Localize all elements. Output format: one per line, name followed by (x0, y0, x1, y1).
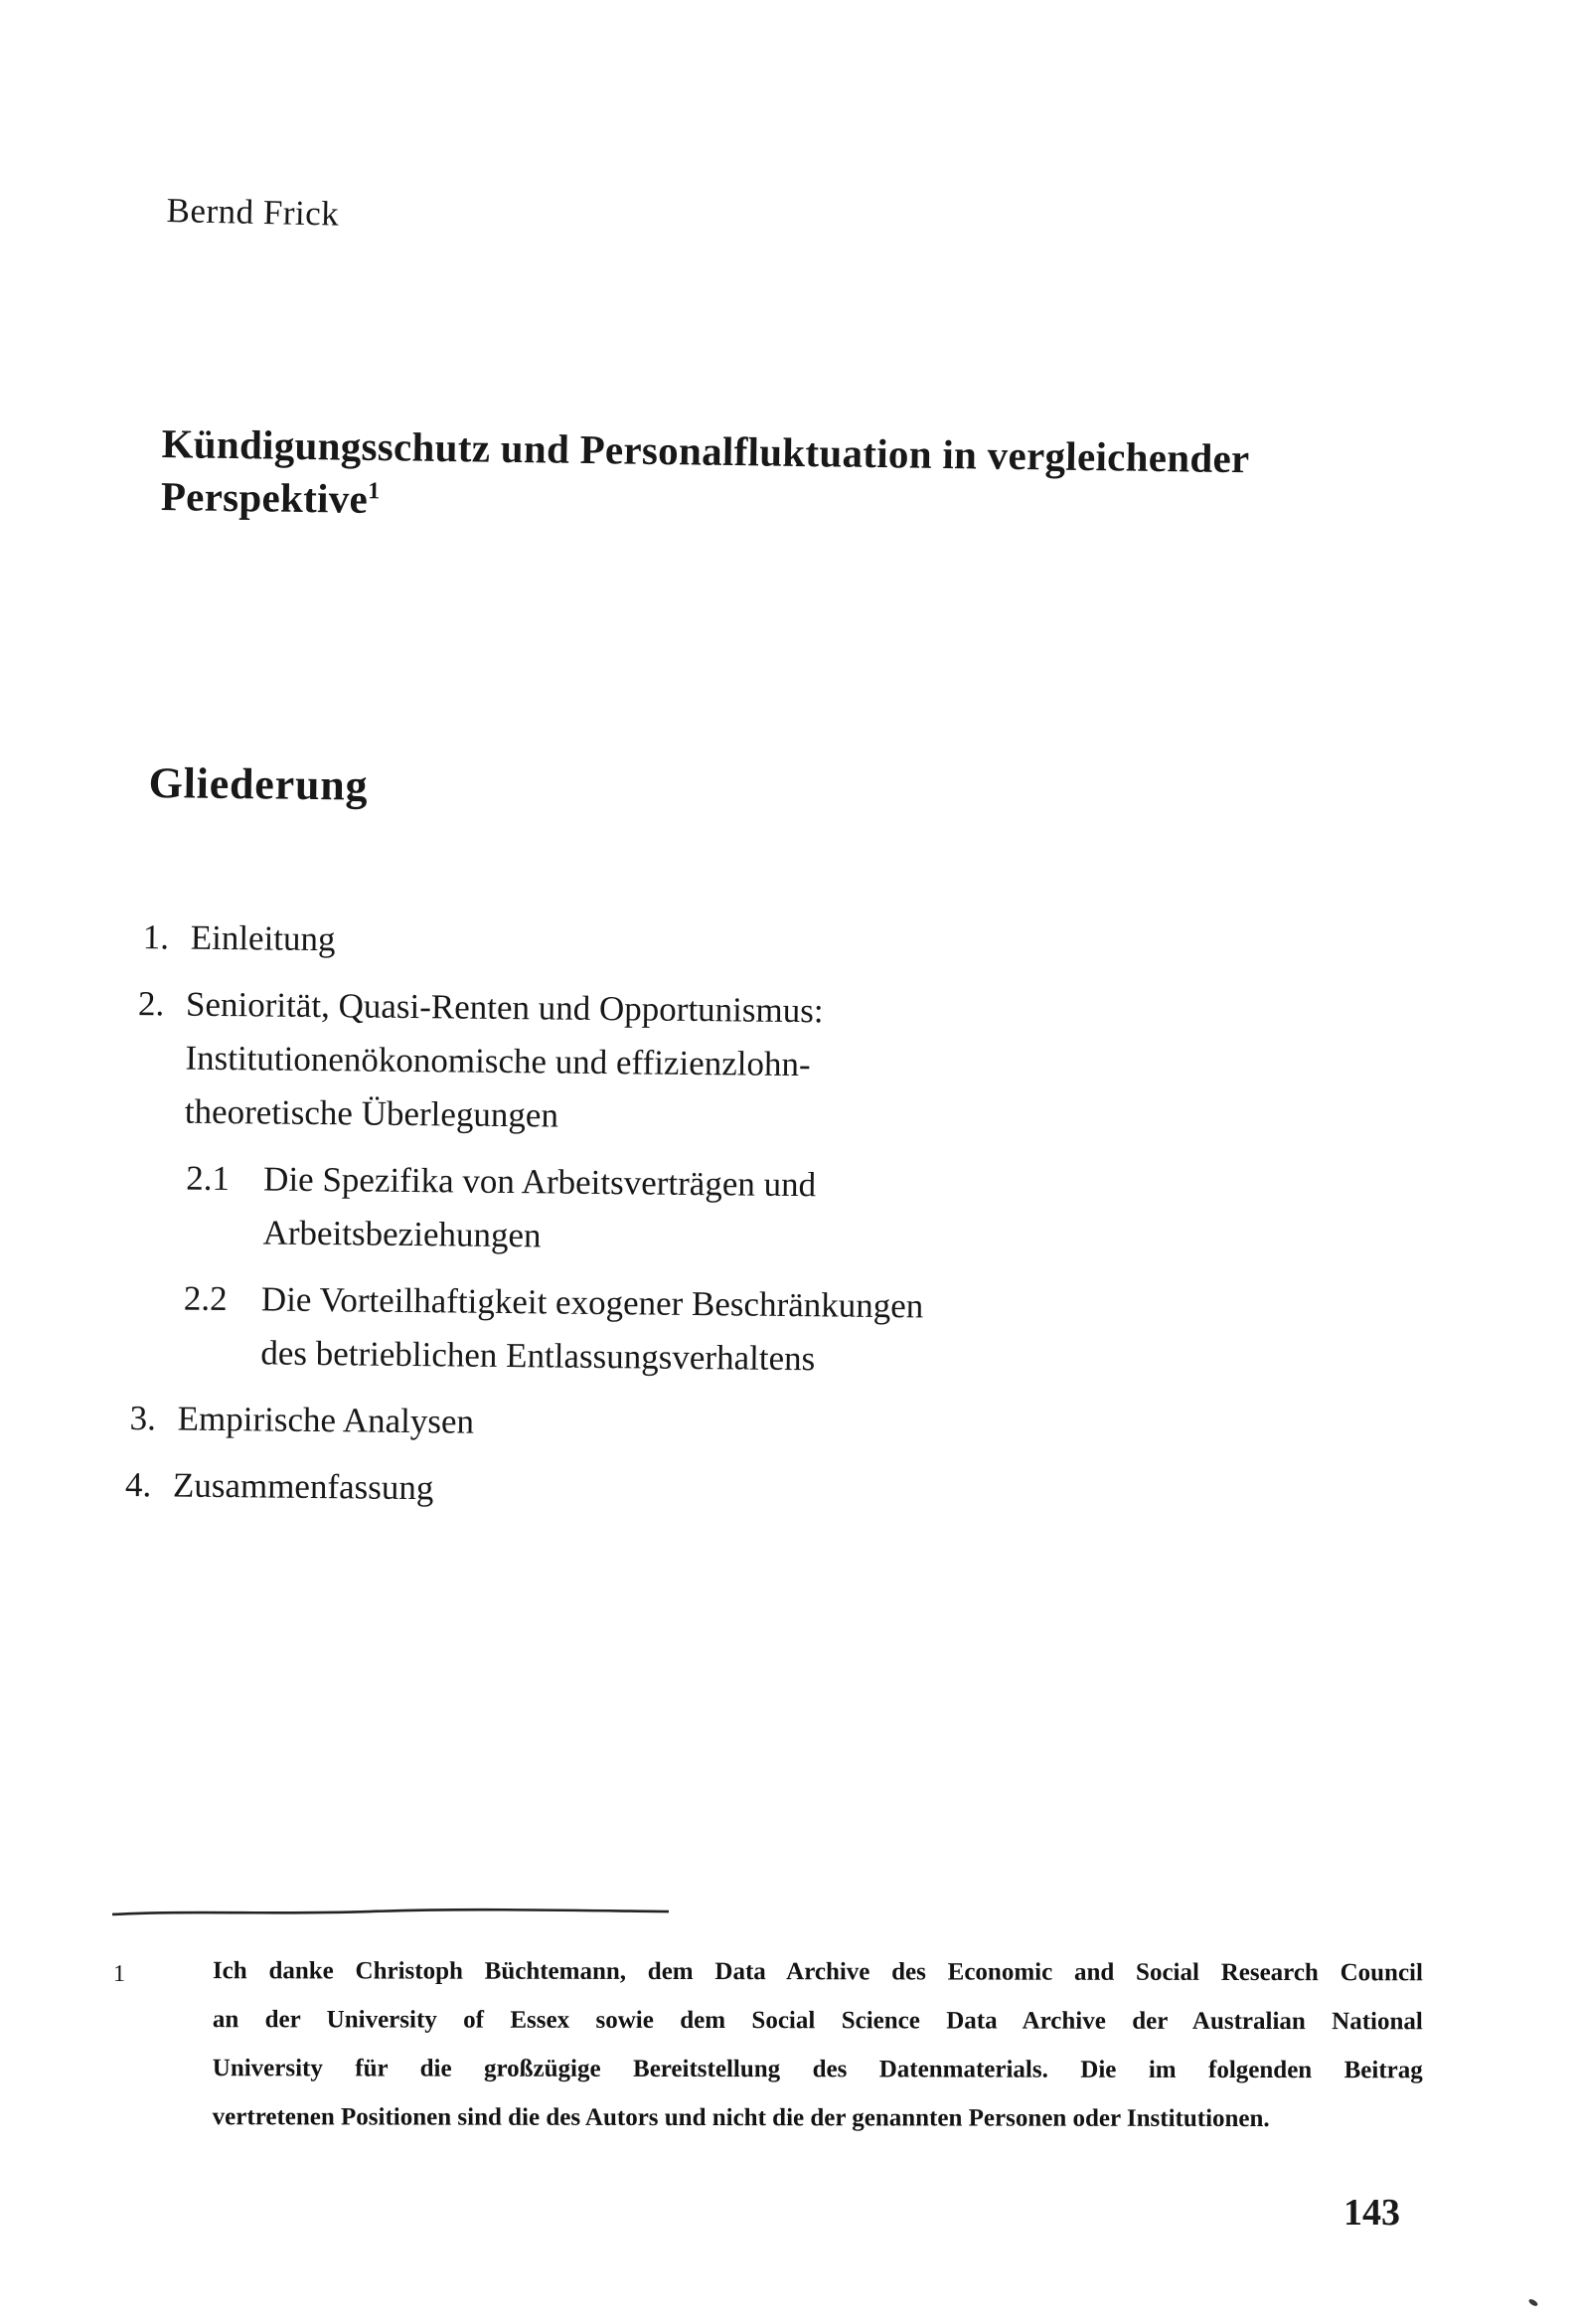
outline-list (121, 911, 928, 1533)
outline-item-text (185, 978, 824, 1146)
outline-line: Arbeitsbeziehungen (262, 1213, 542, 1255)
footnote-line: vertretenen Positionen sind die des Autors und nicht die der genannten Personen oder Institutionen. (212, 2103, 1270, 2133)
outline-item (137, 977, 927, 1146)
paper-title-line-1: Kündigungsschutz und Personalfluktuation in vergleichender (161, 419, 1250, 482)
outline-item (129, 1392, 922, 1453)
outline-item-number: 1. (142, 917, 170, 957)
paper-title (161, 417, 1474, 541)
scan-speck (1527, 2298, 1538, 2308)
outline-item-text (190, 912, 335, 967)
outline-item-text (173, 1459, 434, 1516)
outline-line: des betrieblichen Entlassungsverhaltens (260, 1333, 816, 1379)
outline-item-number: 2.2 (183, 1278, 228, 1319)
author: Bernd Frick (166, 191, 340, 234)
footnote-separator-rule (111, 1904, 670, 1923)
outline-item (125, 1458, 922, 1520)
footnote-line: University für die großzügige Bereitstellung des Datenmaterials. Die im folgenden Beitrag (212, 2055, 1423, 2084)
footnote-text (213, 1946, 1423, 2143)
outline-item-text (177, 1393, 474, 1449)
outline-item-text (260, 1272, 924, 1387)
section-heading: Gliederung (148, 757, 369, 810)
footnote-line: Ich danke Christoph Büchtemann, dem Data Archive des Economic and Social Research Council (212, 1957, 1423, 1987)
outline-line: Zusammenfassung (172, 1465, 434, 1508)
page-number: 143 (1343, 2192, 1400, 2234)
outline-line: Die Vorteilhaftigkeit exogener Beschränkungen (260, 1279, 924, 1326)
outline-item (142, 911, 927, 972)
outline-item-number: 2. (137, 984, 165, 1024)
outline-item-number: 2.1 (185, 1158, 231, 1199)
paper-title-line-2-text: Perspektive (160, 472, 369, 522)
footnote (111, 1946, 1423, 2143)
outline-item-number: 4. (124, 1465, 152, 1505)
outline-item-text (262, 1152, 816, 1265)
footnote-marker: 1 (112, 1961, 125, 1988)
outline-line: Institutionenökonomische und effizienzlohn- (185, 1038, 811, 1084)
outline-item-number: 3. (129, 1399, 157, 1438)
outline-line: theoretische Überlegungen (184, 1091, 559, 1135)
footnote-line: an der University of Essex sowie dem Social Science Data Archive der Australian National (212, 2006, 1423, 2036)
outline-line: Die Spezifika von Arbeitsverträgen und (262, 1159, 817, 1205)
outline-item (183, 1272, 924, 1388)
outline-line: Empirische Analysen (177, 1399, 475, 1441)
outline-item (185, 1152, 925, 1267)
title-footnote-marker: 1 (368, 478, 381, 505)
outline-line: Seniorität, Quasi-Renten und Opportunismus: (185, 984, 824, 1031)
outline-line: Einleitung (190, 917, 336, 959)
